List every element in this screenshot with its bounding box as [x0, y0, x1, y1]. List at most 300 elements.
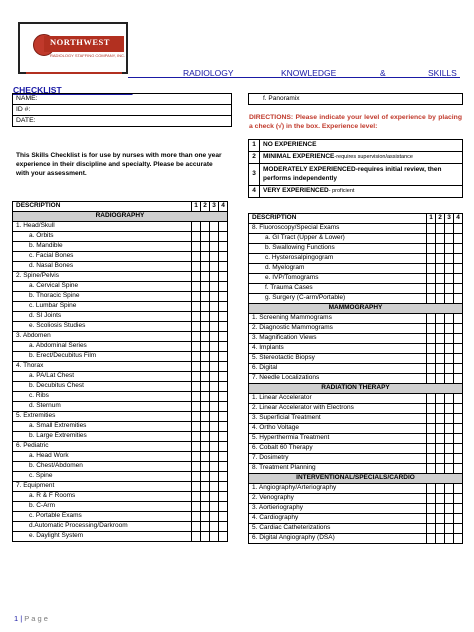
- experience-checkbox-1[interactable]: [427, 514, 436, 524]
- experience-checkbox-4[interactable]: [219, 462, 228, 472]
- experience-checkbox-4[interactable]: [454, 334, 463, 344]
- experience-checkbox-2[interactable]: [436, 494, 445, 504]
- experience-checkbox-3[interactable]: [210, 392, 219, 402]
- experience-checkbox-4[interactable]: [454, 374, 463, 384]
- experience-checkbox-3[interactable]: [445, 284, 454, 294]
- checklist-row: [249, 494, 463, 504]
- page-number: 1 |: [14, 614, 23, 623]
- experience-checkbox-1[interactable]: [427, 234, 436, 244]
- experience-checkbox-2[interactable]: [201, 442, 210, 452]
- experience-checkbox-4[interactable]: [219, 442, 228, 452]
- experience-checkbox-2[interactable]: [201, 282, 210, 292]
- experience-checkbox-2[interactable]: [436, 524, 445, 534]
- skill-label: 4. Ortho Voltage: [249, 424, 427, 434]
- skill-label: d. SI Joints: [13, 312, 192, 322]
- checklist-row: [13, 362, 228, 372]
- experience-checkbox-2[interactable]: [201, 382, 210, 392]
- experience-checkbox-3[interactable]: [445, 524, 454, 534]
- skill-label: b. Large Extremities: [13, 432, 192, 442]
- skill-label: 1. Linear Accelerator: [249, 394, 427, 404]
- experience-checkbox-1[interactable]: [192, 432, 201, 442]
- experience-checkbox-1[interactable]: [427, 314, 436, 324]
- skill-label: d. Myelogram: [249, 264, 427, 274]
- experience-checkbox-4[interactable]: [454, 424, 463, 434]
- experience-checkbox-3[interactable]: [210, 312, 219, 322]
- experience-checkbox-1[interactable]: [192, 362, 201, 372]
- experience-checkbox-2[interactable]: [201, 322, 210, 332]
- experience-checkbox-1[interactable]: [192, 502, 201, 512]
- title-word-ampersand: &: [380, 68, 386, 78]
- experience-checkbox-3[interactable]: [210, 352, 219, 362]
- experience-checkbox-3[interactable]: [445, 314, 454, 324]
- experience-checkbox-4[interactable]: [219, 482, 228, 492]
- experience-checkbox-3[interactable]: [445, 234, 454, 244]
- experience-checkbox-2[interactable]: [436, 324, 445, 334]
- experience-checkbox-3[interactable]: [210, 422, 219, 432]
- date-field[interactable]: DATE:: [13, 116, 232, 127]
- experience-checkbox-4[interactable]: [219, 262, 228, 272]
- experience-checkbox-1[interactable]: [427, 284, 436, 294]
- experience-checkbox-2[interactable]: [201, 342, 210, 352]
- experience-checkbox-1[interactable]: [192, 492, 201, 502]
- experience-checkbox-1[interactable]: [427, 534, 436, 544]
- experience-checkbox-3[interactable]: [210, 222, 219, 232]
- experience-checkbox-4[interactable]: [219, 472, 228, 482]
- experience-checkbox-1[interactable]: [427, 494, 436, 504]
- experience-checkbox-1[interactable]: [427, 414, 436, 424]
- experience-checkbox-3[interactable]: [445, 454, 454, 464]
- experience-checkbox-2[interactable]: [436, 414, 445, 424]
- experience-checkbox-1[interactable]: [192, 332, 201, 342]
- experience-checkbox-3[interactable]: [445, 424, 454, 434]
- skill-label: a. R & F Rooms: [13, 492, 192, 502]
- experience-checkbox-3[interactable]: [445, 434, 454, 444]
- skill-label: c. Hysterosalpingogram: [249, 254, 427, 264]
- experience-checkbox-3[interactable]: [210, 412, 219, 422]
- experience-checkbox-4[interactable]: [454, 534, 463, 544]
- experience-checkbox-1[interactable]: [192, 252, 201, 262]
- skill-label: 6. Digital Angiography (DSA): [249, 534, 427, 544]
- experience-checkbox-3[interactable]: [445, 464, 454, 474]
- checklist-row: [13, 272, 228, 282]
- experience-checkbox-2[interactable]: [201, 472, 210, 482]
- experience-checkbox-4[interactable]: [454, 254, 463, 264]
- experience-checkbox-4[interactable]: [454, 224, 463, 234]
- experience-checkbox-1[interactable]: [192, 272, 201, 282]
- experience-checkbox-3[interactable]: [210, 462, 219, 472]
- experience-checkbox-2[interactable]: [201, 262, 210, 272]
- info-table: [12, 93, 232, 127]
- skill-label: c. Facial Bones: [13, 252, 192, 262]
- experience-checkbox-4[interactable]: [219, 382, 228, 392]
- experience-checkbox-3[interactable]: [445, 394, 454, 404]
- experience-checkbox-2[interactable]: [436, 434, 445, 444]
- experience-checkbox-2[interactable]: [201, 332, 210, 342]
- skill-label: c. Portable Exams: [13, 512, 192, 522]
- experience-checkbox-3[interactable]: [445, 494, 454, 504]
- experience-checkbox-3[interactable]: [445, 484, 454, 494]
- experience-checkbox-2[interactable]: [201, 512, 210, 522]
- experience-checkbox-3[interactable]: [210, 292, 219, 302]
- experience-checkbox-3[interactable]: [445, 274, 454, 284]
- experience-checkbox-1[interactable]: [192, 352, 201, 362]
- experience-checkbox-1[interactable]: [427, 524, 436, 534]
- experience-checkbox-2[interactable]: [201, 312, 210, 322]
- skill-label: a. GI Tract (Upper & Lower): [249, 234, 427, 244]
- experience-checkbox-1[interactable]: [192, 242, 201, 252]
- experience-checkbox-1[interactable]: [192, 222, 201, 232]
- skill-label: c. Ribs: [13, 392, 192, 402]
- experience-checkbox-1[interactable]: [192, 262, 201, 272]
- skill-label: 3. Abdomen: [13, 332, 192, 342]
- experience-checkbox-4[interactable]: [219, 492, 228, 502]
- experience-checkbox-2[interactable]: [201, 492, 210, 502]
- experience-checkbox-4[interactable]: [219, 322, 228, 332]
- experience-checkbox-4[interactable]: [219, 222, 228, 232]
- experience-checkbox-3[interactable]: [445, 334, 454, 344]
- checklist-row: [249, 354, 463, 364]
- experience-checkbox-4[interactable]: [219, 242, 228, 252]
- experience-checkbox-1[interactable]: [427, 434, 436, 444]
- experience-checkbox-2[interactable]: [201, 532, 210, 542]
- experience-checkbox-2[interactable]: [201, 402, 210, 412]
- experience-checkbox-4[interactable]: [454, 294, 463, 304]
- experience-checkbox-1[interactable]: [192, 462, 201, 472]
- experience-checkbox-1[interactable]: [427, 394, 436, 404]
- checklist-row: [249, 444, 463, 454]
- experience-checkbox-4[interactable]: [219, 302, 228, 312]
- experience-checkbox-2[interactable]: [201, 272, 210, 282]
- experience-checkbox-4[interactable]: [454, 324, 463, 334]
- experience-checkbox-4[interactable]: [454, 434, 463, 444]
- experience-checkbox-1[interactable]: [192, 442, 201, 452]
- experience-checkbox-4[interactable]: [219, 502, 228, 512]
- experience-checkbox-2[interactable]: [201, 242, 210, 252]
- experience-checkbox-2[interactable]: [201, 432, 210, 442]
- experience-checkbox-3[interactable]: [445, 344, 454, 354]
- experience-checkbox-3[interactable]: [445, 534, 454, 544]
- experience-checkbox-1[interactable]: [427, 354, 436, 364]
- experience-checkbox-1[interactable]: [427, 444, 436, 454]
- experience-checkbox-3[interactable]: [445, 324, 454, 334]
- checklist-row: [249, 374, 463, 384]
- experience-checkbox-1[interactable]: [192, 322, 201, 332]
- experience-checkbox-1[interactable]: [427, 254, 436, 264]
- experience-checkbox-3[interactable]: [210, 362, 219, 372]
- experience-checkbox-4[interactable]: [219, 372, 228, 382]
- experience-checkbox-1[interactable]: [427, 364, 436, 374]
- experience-checkbox-1[interactable]: [427, 324, 436, 334]
- experience-checkbox-1[interactable]: [192, 472, 201, 482]
- experience-checkbox-4[interactable]: [454, 464, 463, 474]
- experience-checkbox-2[interactable]: [436, 314, 445, 324]
- checklist-row: [249, 314, 463, 324]
- experience-checkbox-2[interactable]: [436, 244, 445, 254]
- experience-checkbox-4[interactable]: [454, 444, 463, 454]
- experience-checkbox-3[interactable]: [210, 302, 219, 312]
- experience-checkbox-2[interactable]: [436, 294, 445, 304]
- experience-checkbox-2[interactable]: [201, 222, 210, 232]
- experience-checkbox-3[interactable]: [210, 342, 219, 352]
- experience-checkbox-2[interactable]: [436, 404, 445, 414]
- experience-checkbox-2[interactable]: [201, 452, 210, 462]
- experience-checkbox-2[interactable]: [201, 502, 210, 512]
- experience-checkbox-3[interactable]: [210, 382, 219, 392]
- experience-checkbox-4[interactable]: [219, 522, 228, 532]
- page-label: P a g e: [22, 614, 48, 623]
- experience-checkbox-3[interactable]: [445, 414, 454, 424]
- experience-checkbox-3[interactable]: [445, 404, 454, 414]
- experience-checkbox-1[interactable]: [427, 344, 436, 354]
- experience-checkbox-1[interactable]: [192, 342, 201, 352]
- experience-checkbox-4[interactable]: [454, 234, 463, 244]
- experience-checkbox-3[interactable]: [210, 512, 219, 522]
- experience-checkbox-1[interactable]: [427, 294, 436, 304]
- experience-checkbox-2[interactable]: [201, 252, 210, 262]
- experience-checkbox-4[interactable]: [219, 232, 228, 242]
- experience-checkbox-2[interactable]: [201, 372, 210, 382]
- experience-checkbox-1[interactable]: [427, 244, 436, 254]
- experience-checkbox-1[interactable]: [192, 532, 201, 542]
- experience-checkbox-3[interactable]: [445, 354, 454, 364]
- experience-checkbox-3[interactable]: [210, 372, 219, 382]
- experience-checkbox-3[interactable]: [445, 364, 454, 374]
- experience-checkbox-1[interactable]: [192, 422, 201, 432]
- name-field[interactable]: NAME:: [13, 94, 232, 105]
- experience-checkbox-2[interactable]: [436, 534, 445, 544]
- experience-checkbox-1[interactable]: [192, 232, 201, 242]
- experience-checkbox-3[interactable]: [210, 282, 219, 292]
- experience-checkbox-4[interactable]: [454, 344, 463, 354]
- experience-checkbox-3[interactable]: [210, 232, 219, 242]
- experience-checkbox-4[interactable]: [219, 342, 228, 352]
- checklist-row: [13, 452, 228, 462]
- experience-checkbox-2[interactable]: [436, 264, 445, 274]
- experience-checkbox-2[interactable]: [436, 424, 445, 434]
- experience-checkbox-2[interactable]: [436, 504, 445, 514]
- experience-checkbox-4[interactable]: [219, 332, 228, 342]
- level-2-num: 2: [249, 152, 260, 164]
- experience-checkbox-4[interactable]: [219, 282, 228, 292]
- experience-checkbox-4[interactable]: [219, 432, 228, 442]
- skill-label: c. Spine: [13, 472, 192, 482]
- col-3-header: 3: [445, 214, 454, 224]
- experience-checkbox-1[interactable]: [192, 512, 201, 522]
- skill-label: e. IVP/Tomograms: [249, 274, 427, 284]
- experience-checkbox-4[interactable]: [219, 402, 228, 412]
- level-4-num: 4: [249, 186, 260, 198]
- experience-checkbox-3[interactable]: [210, 332, 219, 342]
- experience-checkbox-3[interactable]: [210, 252, 219, 262]
- experience-checkbox-2[interactable]: [436, 254, 445, 264]
- experience-checkbox-1[interactable]: [427, 504, 436, 514]
- skill-label: g. Surgery (C-arm/Portable): [249, 294, 427, 304]
- section-header: [249, 384, 463, 394]
- logo-name: NORTHWEST: [50, 37, 110, 47]
- experience-checkbox-4[interactable]: [219, 422, 228, 432]
- experience-checkbox-3[interactable]: [210, 272, 219, 282]
- experience-checkbox-4[interactable]: [454, 284, 463, 294]
- experience-checkbox-3[interactable]: [445, 374, 454, 384]
- experience-checkbox-2[interactable]: [201, 482, 210, 492]
- experience-checkbox-1[interactable]: [192, 402, 201, 412]
- experience-checkbox-4[interactable]: [454, 354, 463, 364]
- experience-checkbox-4[interactable]: [454, 364, 463, 374]
- experience-checkbox-4[interactable]: [454, 404, 463, 414]
- skill-label: b. Decubitus Chest: [13, 382, 192, 392]
- experience-checkbox-4[interactable]: [219, 412, 228, 422]
- experience-checkbox-4[interactable]: [219, 512, 228, 522]
- experience-checkbox-3[interactable]: [210, 522, 219, 532]
- experience-checkbox-1[interactable]: [192, 452, 201, 462]
- experience-checkbox-3[interactable]: [210, 492, 219, 502]
- experience-checkbox-3[interactable]: [210, 402, 219, 412]
- experience-checkbox-2[interactable]: [436, 394, 445, 404]
- experience-checkbox-4[interactable]: [454, 484, 463, 494]
- experience-checkbox-4[interactable]: [454, 504, 463, 514]
- experience-checkbox-3[interactable]: [445, 224, 454, 234]
- experience-checkbox-2[interactable]: [201, 292, 210, 302]
- experience-checkbox-4[interactable]: [454, 494, 463, 504]
- experience-checkbox-1[interactable]: [192, 392, 201, 402]
- experience-checkbox-1[interactable]: [427, 224, 436, 234]
- experience-checkbox-3[interactable]: [210, 502, 219, 512]
- experience-checkbox-2[interactable]: [201, 302, 210, 312]
- experience-checkbox-1[interactable]: [427, 334, 436, 344]
- experience-checkbox-1[interactable]: [192, 312, 201, 322]
- skill-label: e. Daylight System: [13, 532, 192, 542]
- experience-checkbox-2[interactable]: [436, 344, 445, 354]
- experience-checkbox-2[interactable]: [436, 334, 445, 344]
- experience-checkbox-4[interactable]: [454, 414, 463, 424]
- experience-checkbox-4[interactable]: [219, 452, 228, 462]
- experience-checkbox-4[interactable]: [219, 272, 228, 282]
- col-1-header: 1: [192, 202, 201, 212]
- checklist-row: [13, 382, 228, 392]
- experience-checkbox-4[interactable]: [219, 292, 228, 302]
- experience-checkbox-4[interactable]: [219, 312, 228, 322]
- experience-levels-table: [248, 139, 463, 198]
- checklist-row: [249, 324, 463, 334]
- experience-checkbox-1[interactable]: [427, 404, 436, 414]
- experience-checkbox-3[interactable]: [445, 504, 454, 514]
- experience-checkbox-1[interactable]: [427, 484, 436, 494]
- experience-checkbox-1[interactable]: [427, 454, 436, 464]
- experience-checkbox-4[interactable]: [219, 362, 228, 372]
- experience-checkbox-3[interactable]: [210, 242, 219, 252]
- checklist-row: [13, 472, 228, 482]
- experience-checkbox-3[interactable]: [445, 514, 454, 524]
- checklist-row: [13, 332, 228, 342]
- experience-checkbox-4[interactable]: [454, 514, 463, 524]
- experience-checkbox-1[interactable]: [192, 382, 201, 392]
- experience-checkbox-1[interactable]: [427, 424, 436, 434]
- experience-checkbox-1[interactable]: [427, 464, 436, 474]
- skill-label: 5. Extremities: [13, 412, 192, 422]
- experience-checkbox-1[interactable]: [192, 372, 201, 382]
- experience-checkbox-2[interactable]: [201, 392, 210, 402]
- experience-checkbox-2[interactable]: [436, 454, 445, 464]
- experience-checkbox-4[interactable]: [454, 244, 463, 254]
- experience-checkbox-1[interactable]: [192, 292, 201, 302]
- experience-checkbox-2[interactable]: [436, 234, 445, 244]
- section-header: [249, 474, 463, 484]
- skill-label: 8. Treatment Planning: [249, 464, 427, 474]
- experience-checkbox-3[interactable]: [445, 244, 454, 254]
- experience-checkbox-3[interactable]: [210, 472, 219, 482]
- experience-checkbox-2[interactable]: [201, 412, 210, 422]
- experience-checkbox-1[interactable]: [427, 374, 436, 384]
- experience-checkbox-1[interactable]: [427, 274, 436, 284]
- experience-checkbox-4[interactable]: [454, 314, 463, 324]
- experience-checkbox-2[interactable]: [436, 484, 445, 494]
- experience-checkbox-2[interactable]: [436, 284, 445, 294]
- experience-checkbox-1[interactable]: [192, 302, 201, 312]
- experience-checkbox-3[interactable]: [210, 322, 219, 332]
- experience-checkbox-2[interactable]: [436, 354, 445, 364]
- checklist-row: [13, 342, 228, 352]
- experience-checkbox-2[interactable]: [436, 514, 445, 524]
- experience-checkbox-4[interactable]: [454, 524, 463, 534]
- experience-checkbox-3[interactable]: [210, 442, 219, 452]
- experience-checkbox-1[interactable]: [192, 482, 201, 492]
- experience-checkbox-3[interactable]: [210, 452, 219, 462]
- experience-checkbox-3[interactable]: [210, 532, 219, 542]
- experience-checkbox-2[interactable]: [201, 232, 210, 242]
- experience-checkbox-2[interactable]: [436, 374, 445, 384]
- experience-checkbox-2[interactable]: [436, 364, 445, 374]
- id-field[interactable]: ID #:: [13, 105, 232, 116]
- experience-checkbox-2[interactable]: [201, 462, 210, 472]
- experience-checkbox-2[interactable]: [436, 274, 445, 284]
- skill-label: 1. Head/Skull: [13, 222, 192, 232]
- skill-label: b. C-Arm: [13, 502, 192, 512]
- experience-checkbox-3[interactable]: [445, 444, 454, 454]
- skill-label: a. Cervical Spine: [13, 282, 192, 292]
- experience-checkbox-2[interactable]: [201, 352, 210, 362]
- experience-checkbox-2[interactable]: [436, 444, 445, 454]
- experience-checkbox-4[interactable]: [454, 274, 463, 284]
- experience-checkbox-3[interactable]: [210, 482, 219, 492]
- experience-checkbox-3[interactable]: [210, 432, 219, 442]
- experience-checkbox-1[interactable]: [192, 282, 201, 292]
- experience-checkbox-1[interactable]: [192, 522, 201, 532]
- checklist-row: [249, 464, 463, 474]
- experience-checkbox-3[interactable]: [210, 262, 219, 272]
- experience-checkbox-4[interactable]: [454, 264, 463, 274]
- skill-label: 3. Superficial Treatment: [249, 414, 427, 424]
- experience-checkbox-4[interactable]: [219, 252, 228, 262]
- experience-checkbox-2[interactable]: [201, 522, 210, 532]
- experience-checkbox-4[interactable]: [219, 532, 228, 542]
- skill-label: d. Nasal Bones: [13, 262, 192, 272]
- experience-checkbox-2[interactable]: [201, 362, 210, 372]
- experience-checkbox-4[interactable]: [219, 352, 228, 362]
- experience-checkbox-3[interactable]: [445, 264, 454, 274]
- col-2-header: 2: [201, 202, 210, 212]
- experience-checkbox-4[interactable]: [454, 454, 463, 464]
- experience-checkbox-4[interactable]: [454, 394, 463, 404]
- skill-label: e. Scoliosis Studies: [13, 322, 192, 332]
- experience-checkbox-2[interactable]: [436, 464, 445, 474]
- experience-checkbox-3[interactable]: [445, 254, 454, 264]
- experience-checkbox-1[interactable]: [192, 412, 201, 422]
- experience-checkbox-3[interactable]: [445, 294, 454, 304]
- experience-checkbox-2[interactable]: [436, 224, 445, 234]
- experience-checkbox-4[interactable]: [219, 392, 228, 402]
- experience-checkbox-2[interactable]: [201, 422, 210, 432]
- experience-checkbox-1[interactable]: [427, 264, 436, 274]
